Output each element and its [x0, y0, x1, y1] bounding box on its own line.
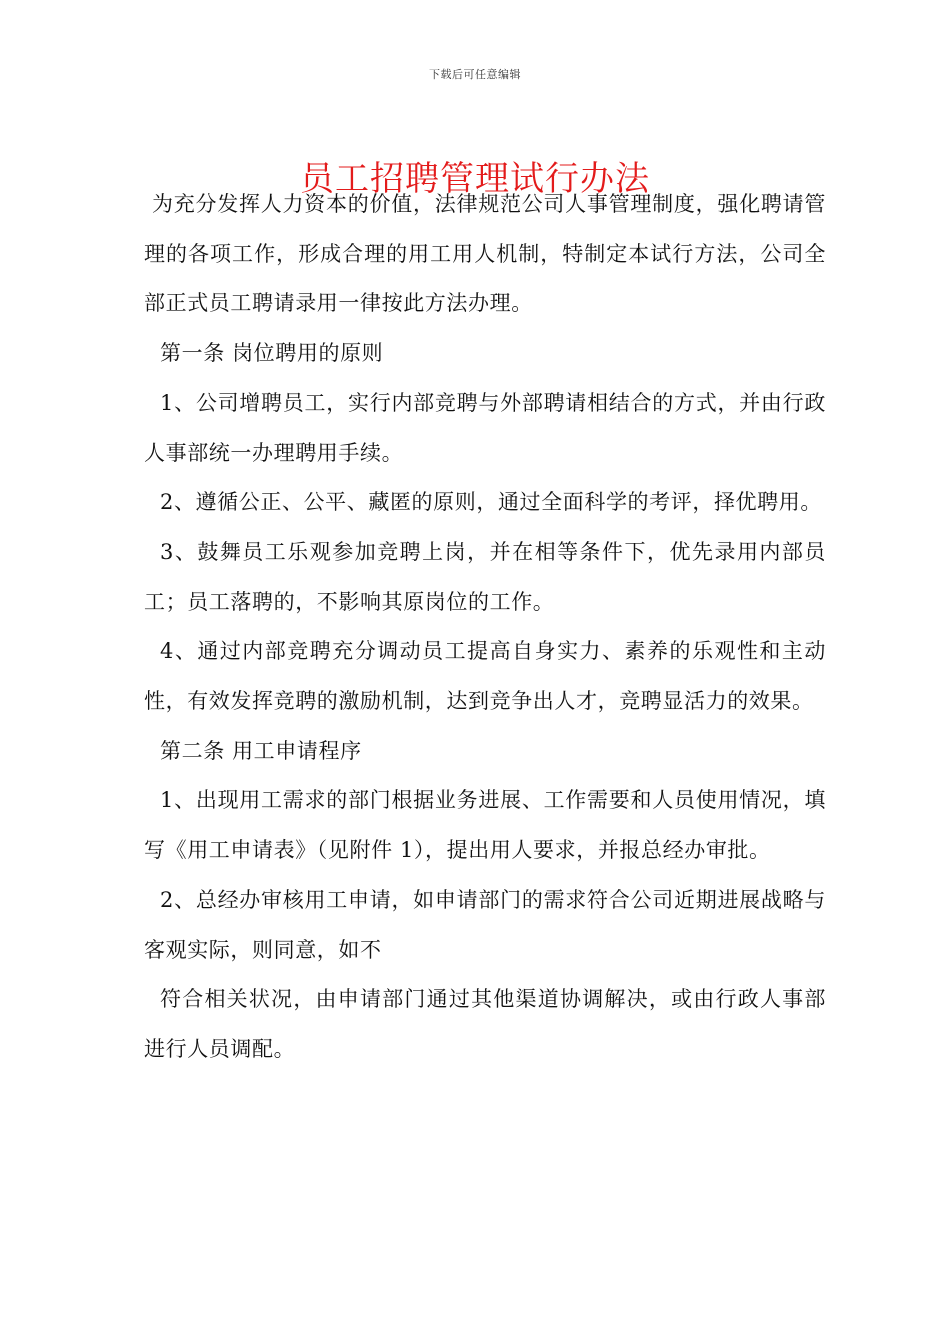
article-2-clause-2: 2、总经办审核用工申请，如申请部门的需求符合公司近期进展战略与客观实际，则同意，如不 [144, 887, 826, 962]
document-title: 员工招聘管理试行办法 [300, 158, 650, 199]
intro-paragraph: 为充分发挥人力资本的价值，法律规范公司人事管理制度，强化聘请管理的各项工作，形成合理的用工用人机制，特制定本试行方法，公司全部正式员工聘请录用一律按此方法办理。 [144, 192, 826, 316]
article-heading-2: 第二条 用工申请程序 [160, 738, 362, 763]
article-1-clause-1: 1、公司增聘员工，实行内部竞聘与外部聘请相结合的方式，并由行政人事部统一办理聘用手续。 [144, 390, 826, 465]
article-2-clause-1: 1、出现用工需求的部门根据业务进展、工作需要和人员使用情况，填写《用工申请表》（见附件 1），提出用人要求，并报总经办审批。 [144, 788, 826, 863]
article-1-clause-2: 2、遵循公正、公平、藏匿的原则，通过全面科学的考评，择优聘用。 [160, 490, 822, 515]
article-1-clause-4: 4、通过内部竞聘充分调动员工提高自身实力、素养的乐观性和主动性，有效发挥竞聘的激励机制，达到竞争出人才，竞聘显活力的效果。 [144, 639, 826, 714]
article-1-clause-3: 3、鼓舞员工乐观参加竞聘上岗，并在相等条件下，优先录用内部员工；员工落聘的，不影响其原岗位的工作。 [144, 539, 826, 614]
document-body [144, 180, 826, 1075]
article-heading-1: 第一条 岗位聘用的原则 [160, 341, 384, 366]
article-2-clause-2-continued: 符合相关状况，由申请部门通过其他渠道协调解决，或由行政人事部进行人员调配。 [144, 987, 826, 1061]
page-header-note: 下载后可任意编辑 [429, 68, 521, 81]
